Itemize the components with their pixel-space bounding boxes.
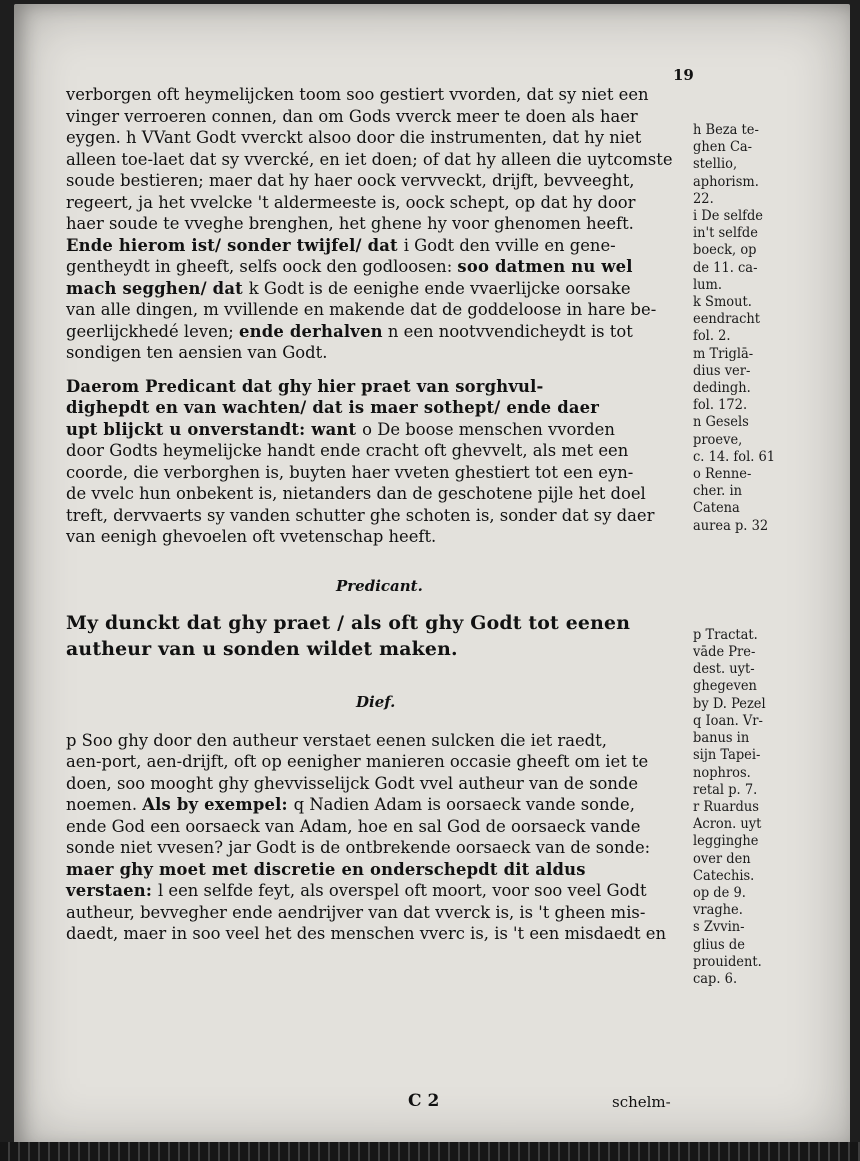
margin-note-line: in't selfde [693,225,758,242]
text-line: aen-port, aen-drijft, oft op eenigher manieren occasie gheeft om iet te [66,752,649,771]
margin-note-line: nophros. [693,764,751,781]
text-line [66,235,686,257]
text-line: daedt, maer in soo veel het des menschen vverc is, is 't een misdaedt en [66,924,667,943]
margin-note-line: over den [693,850,751,867]
text-line: van alle dingen, m vvillende en makende dat de goddeloose in hare be- [66,300,657,319]
margin-note-line: fol. 172. [693,397,748,414]
margin-note-line: h Beza te- [693,122,759,138]
text-line [66,794,686,816]
margin-notes-column [693,122,805,988]
margin-note-line: vraghe. [693,902,743,919]
text-line: alleen toe-laet dat sy vvercké, en iet doen; of dat hy alleen die uytcomste [66,149,673,169]
margin-note-line: m Triglā- [693,345,754,362]
text-line: My dunckt dat ghy praet / als oft ghy Godt tot eenen [66,611,631,634]
roman-text: n een nootvvendicheydt is tot [382,321,633,341]
margin-note-line: Acron. uyt [693,816,762,833]
text-line: autheur, bevvegher ende aendrijver van dat vverck is, is 't gheen mis- [66,902,646,922]
blackletter-text: mach segghen/ dat [66,278,249,298]
margin-note-line: k Smout. [693,294,752,311]
margin-note-line: c. 14. fol. 61 [693,448,776,465]
margin-note-line: dest. uyt- [693,661,755,678]
margin-note-line: i De selfde [693,208,763,225]
margin-note-line: cher. in [693,483,742,500]
main-text-column [66,84,691,945]
margin-note-line: Catena [693,500,740,517]
margin-note-line: aphorism. [693,173,759,190]
text-line [66,256,686,278]
roman-text: i Godt den vville en gene- [403,235,616,255]
paragraph-1 [66,84,691,235]
margin-note-line: aurea p. 32 [693,517,769,534]
text-line: dighepdt en van wachten/ dat is maer sothept/ ende daer [66,398,600,417]
margin-note-line: eendracht [693,311,761,328]
blackletter-text: soo datmen nu wel [457,257,633,276]
margin-note-line: fol. 2. [693,328,731,345]
margin-note-line: legginghe [693,833,759,850]
text-line: van eenigh ghevoelen oft vvetenschap heeft. [66,527,437,546]
text-line: door Godts heymelijcke handt ende cracht oft ghevvelt, als met een [66,441,629,460]
margin-note-line: banus in [693,730,750,747]
text-line: Daerom Predicant dat ghy hier praet van sorghvul- [66,376,544,396]
margin-note-line: dius ver- [693,362,751,379]
margin-note-line: dedingh. [693,380,751,397]
text-line: sonde niet vvesen? jar Godt is de ontbrekende oorsaeck van de sonde: [66,838,651,857]
text-line [66,880,686,902]
paragraph-3 [66,376,691,548]
margin-note-line: by D. Pezel [693,695,766,712]
blackletter-text: ende derhalven [239,321,383,341]
paragraph-2 [66,235,691,364]
text-line: maer ghy moet met discretie en onderschepdt dit aldus [66,859,586,879]
margin-note-line [693,535,801,627]
text-line: autheur van u sonden wildet maken. [66,637,458,660]
text-line: regeert, ja het vvelcke 't aldermeeste is, oock schept, op dat hy door [66,192,636,212]
blackletter-text: Als by exempel: [142,795,294,814]
paragraph-4 [66,610,691,662]
margin-note-line: n Gesels [693,414,749,431]
margin-note-line: stellio, [693,156,738,173]
scanner-edge [0,1142,860,1161]
margin-note-line: boeck, op [693,242,757,259]
text-line: doen, soo mooght ghy ghevvisselijck Godt vvel autheur van de sonde [66,773,639,793]
catchword: schelm- [612,1093,671,1111]
text-line: haer soude te vveghe brenghen, het ghene hy voor ghenomen heeft. [66,214,634,233]
margin-note-line: ghen Ca- [693,139,753,156]
roman-text: l een selfde feyt, als overspel oft moort, voor soo veel Godt [157,881,647,900]
text-line [66,321,686,343]
blackletter-text: Ende hierom ist/ sonder twijfel/ dat [66,235,404,255]
signature-mark: C 2 [408,1091,440,1111]
roman-text: q Nadien Adam is oorsaeck vande sonde, [293,795,635,814]
text-line: p Soo ghy door den autheur verstaet eenen sulcken die iet raedt, [66,730,607,750]
margin-note-line: q Ioan. Vr- [693,712,763,729]
margin-note-line: r Ruardus [693,798,759,815]
margin-note-line: vāde Pre- [693,644,756,661]
speaker-heading-predicant: Predicant. [336,576,423,595]
margin-note-line: op de 9. [693,884,746,901]
page-number: 19 [673,66,694,84]
text-line: verborgen oft heymelijcken toom soo gestiert vvorden, dat sy niet een [66,85,649,104]
roman-text: o De boose menschen vvorden [362,419,615,439]
margin-note-line: de 11. ca- [693,259,758,276]
speaker-heading-dief: Dief. [356,692,396,711]
margin-note-line: sijn Tapei- [693,747,761,764]
text-line: ende God een oorsaeck van Adam, hoe en sal God de oorsaeck vande [66,816,641,836]
text-line: sondigen ten aensien van Godt. [66,343,328,362]
margin-note-line: prouident. [693,953,762,970]
roman-text: noemen. [66,795,143,814]
margin-note-line: cap. 6. [693,970,738,987]
paragraph-5 [66,730,691,945]
blackletter-text: verstaen: [66,881,158,900]
text-line: eygen. h VVant Godt vverckt alsoo door die instrumenten, dat hy niet [66,128,642,147]
blackletter-text: upt blijckt u onverstandt: want [66,419,363,439]
roman-text: geerlijckhedé leven; [66,321,240,341]
margin-note-line: ghegeven [693,678,757,695]
text-line: treft, dervvaerts sy vanden schutter ghe schoten is, sonder dat sy daer [66,505,655,525]
text-line: soude bestieren; maer dat hy haer oock vervveckt, drijft, bevveeght, [66,171,635,190]
margin-note-line: glius de [693,936,745,953]
roman-text: k Godt is de eenighe ende vvaerlijcke oorsake [248,278,631,298]
book-page [14,4,850,1150]
margin-note-line: retal p. 7. [693,781,758,798]
margin-note-line: 22. [693,190,714,207]
text-line: coorde, die verborghen is, buyten haer vveten ghestiert tot een eyn- [66,462,634,482]
text-line [66,419,686,441]
margin-note-line: proeve, [693,431,743,448]
margin-note-line: Catechis. [693,867,755,884]
margin-note-line: s Zvvin- [693,919,745,936]
margin-note-line: p Tractat. [693,626,758,643]
text-line: vinger verroeren connen, dan om Gods vverck meer te doen als haer [66,106,638,126]
text-line [66,278,686,300]
text-line: de vvelc hun onbekent is, nietanders dan de geschotene pijle het doel [66,484,646,503]
roman-text: gentheydt in gheeft, selfs oock den godloosen: [66,257,458,276]
margin-note-line: lum. [693,276,723,293]
margin-note-line: o Renne- [693,466,752,483]
